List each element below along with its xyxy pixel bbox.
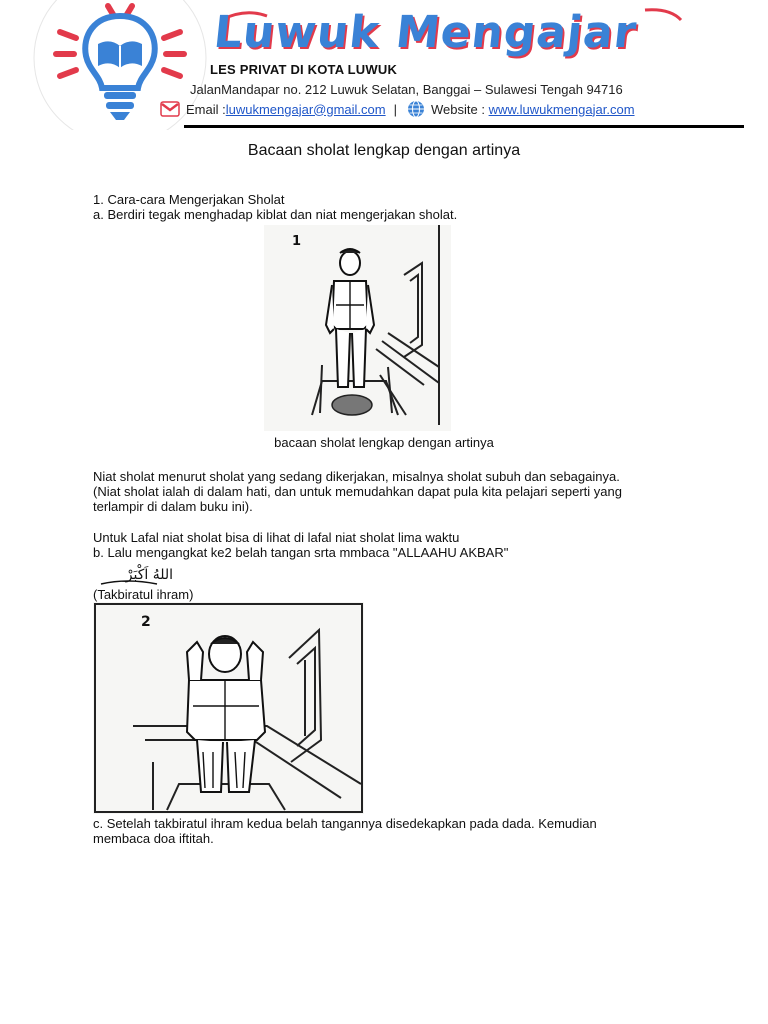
step-c-line-2: membaca doa iftitah.: [93, 831, 214, 846]
document-title: Bacaan sholat lengkap dengan artinya: [247, 142, 521, 159]
email-label: Email :: [186, 101, 226, 117]
org-subtitle: LES PRIVAT DI KOTA LUWUK: [210, 62, 398, 77]
contact-separator: |: [393, 101, 397, 117]
website-label: Website :: [431, 101, 485, 117]
para-1-line-2: (Niat sholat ialah di dalam hati, dan untuk memudahkan dapat pula kita pelajari seperti yang: [93, 484, 622, 499]
brand-name: Luwuk Mengajar: [211, 7, 640, 58]
figure-1-standing-illustration: [264, 225, 451, 431]
figure-2-number: 2: [141, 614, 151, 630]
step-a-text: a. Berdiri tegak menghadap kiblat dan niat mengerjakan sholat.: [93, 207, 458, 222]
takbir-label: (Takbiratul ihram): [93, 587, 194, 602]
figure-2-takbir-illustration: [93, 602, 364, 814]
step-c-line-1: c. Setelah takbiratul ihram kedua belah tangannya disedekapkan pada dada. Kemudian: [93, 816, 597, 831]
email-link[interactable]: luwukmengajar@gmail.com: [225, 101, 386, 117]
para-1-line-3: terlampir di dalam buku ini).: [93, 499, 253, 514]
step-1-heading: 1. Cara-cara Mengerjakan Sholat: [93, 192, 285, 207]
globe-icon: [407, 100, 425, 118]
gmail-icon: [160, 101, 180, 117]
header-divider: [184, 125, 744, 128]
para-1-line-1: Niat sholat menurut sholat yang sedang dikerjakan, misalnya sholat subuh dan sebagainya.: [93, 469, 620, 484]
step-b-text: b. Lalu mengangkat ke2 belah tangan srta mmbaca "ALLAAHU AKBAR": [93, 545, 509, 560]
address-line: JalanMandapar no. 212 Luwuk Selatan, Banggai – Sulawesi Tengah 94716: [190, 82, 623, 97]
contact-line: [160, 100, 635, 118]
arabic-calligraphy-takbir: [97, 562, 177, 588]
svg-text:اللهُ اَكْبَرْ: اللهُ اَكْبَرْ: [125, 567, 173, 583]
figure-1-caption: bacaan sholat lengkap dengan artinya: [274, 435, 494, 450]
figure-1-number: 1: [292, 234, 302, 249]
para-2-line-1: Untuk Lafal niat sholat bisa di lihat di lafal niat sholat lima waktu: [93, 530, 460, 545]
website-link[interactable]: www.luwukmengajar.com: [488, 101, 635, 117]
